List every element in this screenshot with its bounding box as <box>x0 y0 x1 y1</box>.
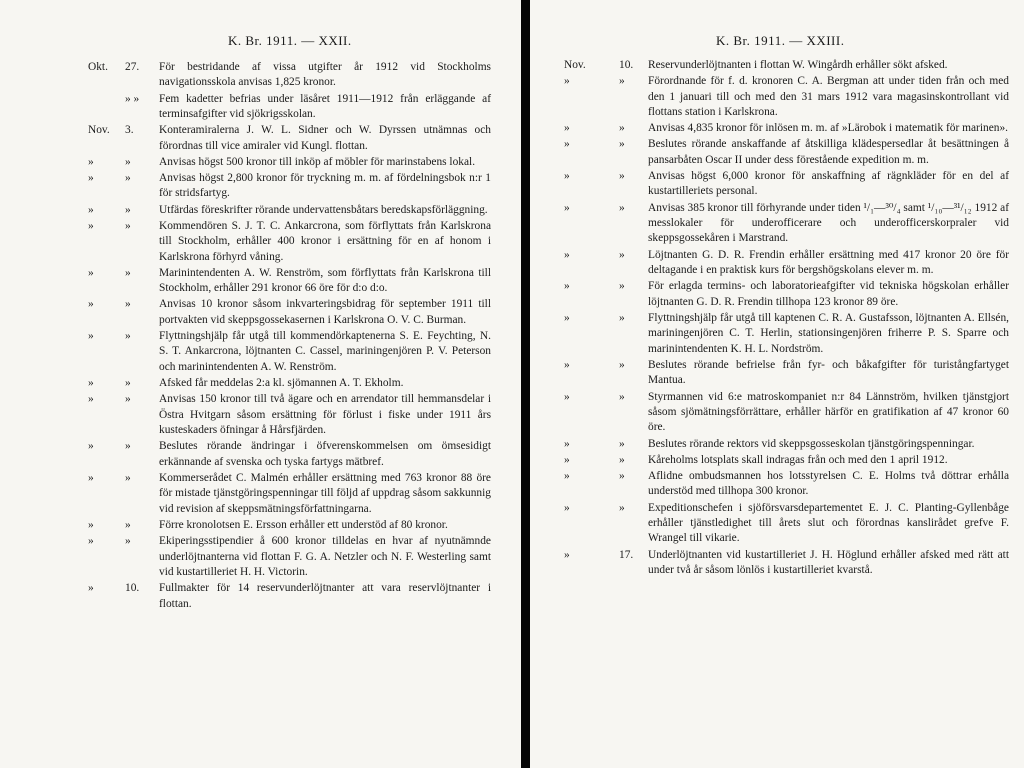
entry-day: » <box>125 393 131 406</box>
entry <box>530 121 1024 136</box>
entry <box>0 329 521 375</box>
entry-day: » <box>619 138 625 151</box>
entry <box>0 439 521 470</box>
entry <box>530 501 1024 547</box>
entry-text: Anvisas högst 500 kronor till inköp af möbler för marinstabens lokal. <box>159 155 476 168</box>
entry-text: Anvisas 385 kronor till förhyrande under tiden ¹/₁—³⁰/₄ samt ¹/₁₀—³¹/₁₂ 1912 af messlokaler för underofficerare och underofficerskorpraler vid skeppsgossekåren i Marstrand. <box>648 201 1009 245</box>
entry-month: » <box>88 330 94 343</box>
entry-month: » <box>564 390 570 403</box>
entry-day: 3. <box>125 124 134 137</box>
entry-day: 10. <box>619 59 634 71</box>
entry <box>530 137 1024 168</box>
entry <box>0 155 521 170</box>
entry-text: Konteramiralerna J. W. L. Sidner och W. Dyrssen utnämnas och förordnas till vice amiraler vid Kungl. flottan. <box>159 124 491 152</box>
entry-text: Anvisas 150 kronor till två ägare och en arrendator till hemmansdelar i Östra Hvitgarn såsom ersättning för förlust i fiske under 1911 års kusteskaders öfningar å Hårsfjärden. <box>159 393 491 437</box>
entry-month: » <box>564 201 570 214</box>
entry <box>0 297 521 328</box>
entry-month: » <box>564 437 570 450</box>
entry-month: » <box>88 471 94 484</box>
entry-day: » <box>619 358 625 371</box>
entry <box>530 201 1024 247</box>
entry-day: » <box>619 453 625 466</box>
entry-text: Aflidne ombudsmannen hos lotsstyrelsen C. E. Holms två döttrar erhålla understöd med tillhopa 300 kronor. <box>648 469 1009 498</box>
entry-day: » <box>619 248 625 261</box>
entry <box>0 266 521 297</box>
entry <box>530 74 1024 120</box>
entry <box>0 471 521 517</box>
entry-text: Beslutes rörande anskaffande af åtskilliga klädespersedlar åt besättningen å pansarbåten Oscar II under dess förestående expedition m. m. <box>648 138 1009 166</box>
entry-month: » <box>88 266 94 279</box>
entry-day: 10. <box>125 582 140 595</box>
entry-month: » <box>88 393 94 406</box>
entry <box>0 534 521 580</box>
entry <box>530 469 1024 500</box>
entry <box>530 248 1024 279</box>
entry-day: » <box>125 440 131 453</box>
entry-text: Flyttningshjälp får utgå till kaptenen C. R. A. Gustafsson, löjtnanten A. Ellsén, mariningenjören C. T. Herlin, stationsingenjören friherre P. S. Sparre och marinintendenten K. H. L. Nordström. <box>648 311 1009 355</box>
entry-month: Okt. <box>88 61 108 73</box>
entry <box>530 548 1024 579</box>
entry-text: Kåreholms lotsplats skall indragas från och med den 1 april 1912. <box>648 453 948 466</box>
entry-text: Anvisas högst 2,800 kronor för tryckning m. m. af fördelningsbok n:r 1 för stridsfartyg. <box>159 172 491 200</box>
entry-day: » <box>125 172 131 185</box>
entry <box>0 581 521 612</box>
entry-month: » <box>88 203 94 216</box>
entry-month: » <box>564 453 570 466</box>
entry <box>530 169 1024 200</box>
entry <box>0 92 521 123</box>
entry-text: Beslutes rörande befrielse från fyr- och båkafgifter för turistångfartyget Mantua. <box>648 358 1009 387</box>
entry-month: » <box>564 170 570 183</box>
entry-month: Nov. <box>88 124 110 137</box>
right-page <box>530 0 1024 768</box>
entry-text: Reservunderlöjtnanten i flottan W. Wingårdh erhåller sökt afsked. <box>648 59 948 71</box>
page-header: K. Br. 1911. — XXIII. <box>716 33 845 48</box>
entry <box>530 311 1024 357</box>
entry-day: » <box>125 203 131 216</box>
entry-text: Marinintendenten A. W. Renström, som förflyttats från Karlskrona till Stockholm, erhåller 291 kronor 66 öre för d:o d:o. <box>159 266 491 295</box>
entry-text: Förre kronolotsen E. Ersson erhåller ett understöd af 80 kronor. <box>159 518 448 531</box>
entry-list <box>530 58 1024 579</box>
entry-month: » <box>88 582 94 595</box>
entry <box>0 203 521 218</box>
entry-day: 27. <box>125 61 140 73</box>
entry-text: För erlagda termins- och laboratorieafgifter vid tekniska högskolan erhåller löjtnanten G. D. R. Frendin tillhopa 123 kronor 89 öre. <box>648 280 1009 308</box>
entry-month: » <box>564 248 570 261</box>
entry <box>0 392 521 438</box>
entry-text: Afsked får meddelas 2:a kl. sjömannen A. T. Ekholm. <box>159 377 404 390</box>
entry-list <box>0 60 521 613</box>
entry-text: Kommendören S. J. T. C. Ankarcrona, som förflyttats från Karlskrona till Stockholm, erhåller 400 kronor i ersättning för en af honom i Karlskrona förhyrd våning. <box>159 219 491 263</box>
entry-month: Nov. <box>564 59 586 71</box>
entry-day: 17. <box>619 548 634 561</box>
page-header: K. Br. 1911. — XXII. <box>228 33 352 48</box>
entry-day: » <box>619 122 625 135</box>
entry-text: Utfärdas föreskrifter rörande undervattensbåtars beredskapsförläggning. <box>159 203 488 216</box>
book-gutter <box>521 0 530 768</box>
entry-day: » <box>125 298 131 311</box>
entry-text: Löjtnanten G. D. R. Frendin erhåller ersättning med 417 kronor 20 öre för deltagande i en praktisk kurs för bergshögskolans elever m. m. <box>648 248 1009 277</box>
entry-day: » <box>125 377 131 390</box>
entry-month: » <box>564 138 570 151</box>
entry-text: Underlöjtnanten vid kustartilleriet J. H. Höglund erhåller afsked med rätt att under två år såsom lönlös i kustartilleriet kvarstå. <box>648 548 1009 576</box>
entry-day: » <box>125 471 131 484</box>
entry-day: » <box>125 266 131 279</box>
entry <box>530 279 1024 310</box>
entry-text: Anvisas högst 6,000 kronor för anskaffning af rägnkläder för en del af kustartilleriets personal. <box>648 170 1009 198</box>
entry <box>0 376 521 391</box>
entry-month: » <box>564 548 570 561</box>
entry-day: » <box>619 201 625 214</box>
entry-text: Beslutes rörande rektors vid skeppsgosseskolan tjänstgöringspenningar. <box>648 437 975 450</box>
entry <box>530 390 1024 436</box>
entry-day: » <box>619 437 625 450</box>
entry-day: » <box>619 75 625 88</box>
entry-day: » <box>619 469 625 482</box>
entry-month: » <box>564 122 570 135</box>
entry-day: » <box>125 535 131 548</box>
entry-text: Anvisas 4,835 kronor för inlösen m. m. af »Lärobok i matematik för marinen». <box>648 122 1008 135</box>
entry-text: Styrmannen vid 6:e matroskompaniet n:r 84 Lännström, hvilken tjänstgjort såsom sjömätningsförrättare, erhåller härför en gratifikation af 47 kronor 60 öre. <box>648 390 1009 434</box>
entry <box>0 123 521 154</box>
entry-day: » <box>619 280 625 293</box>
entry-day: » <box>619 501 625 514</box>
entry-text: Anvisas 10 kronor såsom inkvarteringsbidrag för september 1911 till portvakten vid skeppsgossekasernen i Karlskrona O. V. C. Burman. <box>159 298 491 326</box>
entry-month: » <box>564 469 570 482</box>
entry-day: » <box>125 518 131 531</box>
entry <box>0 219 521 265</box>
entry-text: Beslutes rörande ändringar i öfverenskommelsen om ömsesidigt erkännande af svenska och tyska fartygs mätbref. <box>159 440 491 468</box>
entry <box>530 358 1024 389</box>
entry-month: » <box>564 75 570 88</box>
entry <box>530 453 1024 468</box>
entry <box>0 60 521 91</box>
entry <box>0 518 521 533</box>
entry-text: För bestridande af vissa utgifter år 1912 vid Stockholms navigationsskola anvisas 1,825 kronor. <box>159 61 491 89</box>
entry-month: » <box>564 280 570 293</box>
entry-day: » <box>125 219 131 232</box>
entry-day: » <box>125 330 131 343</box>
entry-day: » <box>619 170 625 183</box>
entry-month: » <box>88 377 94 390</box>
entry-text: Flyttningshjälp får utgå till kommendörkaptenerna S. E. Feychting, N. S. T. Ankarcrona, löjtnanten C. Cassel, mariningenjören P. V. Peterson och marinintendenten A. W. Renström. <box>159 330 491 373</box>
entry-month: » <box>88 535 94 548</box>
entry-month: » <box>88 298 94 311</box>
entry-month: » <box>88 172 94 185</box>
entry-text: Ekiperingsstipendier å 600 kronor tilldelas en hvar af nyutnämnde underlöjtnanterna vid flottan F. G. A. Netzler och N. F. Westerling samt vid kustartilleriet H. H. Victorin. <box>159 535 491 578</box>
entry-month: » <box>564 358 570 371</box>
entry-text: Fem kadetter befrias under läsåret 1911—1912 från erläggande af terminsafgifter vid sjökrigsskolan. <box>159 92 491 121</box>
entry <box>530 58 1024 73</box>
entry-text: Fullmakter för 14 reservunderlöjtnanter att vara reservlöjtnanter i flottan. <box>159 582 491 610</box>
entry <box>530 437 1024 452</box>
entry-month: » <box>564 501 570 514</box>
entry-text: Kommerserådet C. Malmén erhåller ersättning med 763 kronor 88 öre för mistade tjänstgöringspenningar till följd af uppdrag såsom sakkunnig vid revision af skeppsmätningsförfattningarna. <box>159 471 491 515</box>
entry-month: » <box>88 155 94 168</box>
entry-text: Expeditionschefen i sjöförsvarsdepartementet E. J. C. Planting-Gyllenbåge erhåller tjänstledighet till årets slut och förordnas kanslirådet grefve F. Wrangel till vikarie. <box>648 501 1009 545</box>
entry-month: » <box>88 219 94 232</box>
entry-day: » » <box>125 92 140 105</box>
entry-month: » <box>564 311 570 324</box>
entry-day: » <box>619 311 625 324</box>
entry-month: » <box>88 518 94 531</box>
entry-day: » <box>619 390 625 403</box>
entry-text: Förordnande för f. d. kronoren C. A. Bergman att under tiden från och med den 1 januari till och med den 31 mars 1912 vara magasinskontrollant vid flottans station i Karlskrona. <box>648 75 1009 119</box>
entry <box>0 171 521 202</box>
entry-month: » <box>88 440 94 453</box>
entry-day: » <box>125 155 131 168</box>
